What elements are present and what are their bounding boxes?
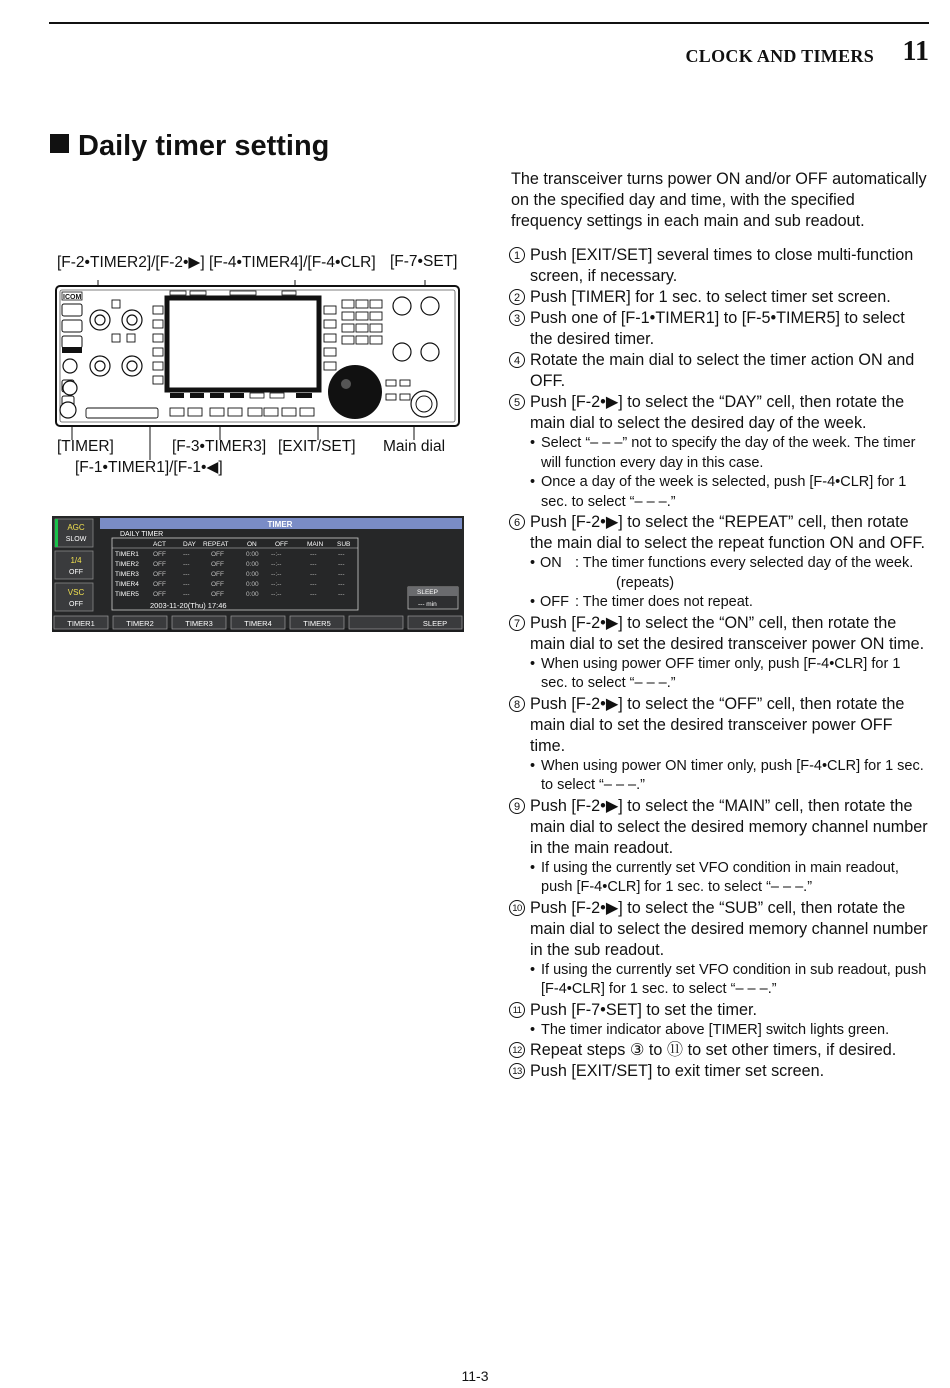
step-12 [509, 1040, 929, 1061]
svg-text:OFF: OFF [211, 561, 224, 568]
svg-text:--:--: --:-- [271, 551, 282, 558]
step-number: 7 [509, 615, 525, 631]
step-number: 13 [509, 1063, 525, 1079]
svg-text:0:00: 0:00 [246, 551, 259, 558]
svg-text:---: --- [338, 571, 345, 578]
label-main-dial: Main dial [383, 438, 446, 455]
step-11 [509, 1000, 929, 1021]
note: • Select “– – –” not to specify the day of the week. The timer will function every day in this case. [530, 435, 916, 471]
svg-text:--:--: --:-- [271, 571, 282, 578]
step-9 [509, 796, 929, 859]
note: • If using the currently set VFO condition in main readout, push [F-4•CLR] for 1 sec. to select “– – –.” [530, 859, 899, 895]
col-repeat: REPEAT [203, 541, 229, 548]
svg-text:---: --- [183, 551, 190, 558]
sleep-value: --- min [418, 601, 437, 608]
svg-text:---: --- [338, 591, 345, 598]
side-btn-quarter-value: OFF [69, 569, 83, 576]
step-text: Push [EXIT/SET] to exit timer set screen. [530, 1062, 825, 1080]
fkey-timer4: TIMER4 [244, 619, 272, 628]
svg-text:OFF: OFF [153, 571, 166, 578]
svg-text:TIMER2: TIMER2 [115, 561, 139, 568]
step-3 [509, 308, 929, 350]
svg-text:OFF: OFF [153, 561, 166, 568]
fkey-timer2: TIMER2 [126, 619, 154, 628]
header-rule [49, 22, 929, 24]
chapter-number: 11 [902, 36, 929, 67]
svg-text:OFF: OFF [211, 591, 224, 598]
step-text: Push [F-2•▶] to select the “OFF” cell, then rotate the main dial to set the desired transceiver power OFF time. [530, 694, 905, 755]
timer-screen [52, 516, 464, 632]
col-act: ACT [153, 541, 166, 548]
label-f7-set: [F-7•SET] [390, 253, 458, 270]
step-text: Repeat steps ③ to ⑪ to set other timers, if desired. [530, 1041, 897, 1059]
note: • The timer indicator above [TIMER] switch lights green. [530, 1021, 890, 1038]
radio-brand-logo: ICOM [63, 294, 82, 301]
steps-list [509, 245, 929, 1082]
col-main: MAIN [307, 541, 324, 548]
definition-off: • OFF : The timer does not repeat. [530, 594, 753, 610]
svg-text:---: --- [338, 581, 345, 588]
svg-text:---: --- [310, 581, 317, 588]
step-number: 10 [509, 900, 525, 916]
step-number: 1 [509, 247, 525, 263]
note: • Once a day of the week is selected, push [F-4•CLR] for 1 sec. to select “– – –.” [530, 474, 907, 510]
svg-text:TIMER1: TIMER1 [115, 551, 139, 558]
step-number: 8 [509, 696, 525, 712]
svg-text:---: --- [310, 571, 317, 578]
fkey-timer1: TIMER1 [67, 619, 95, 628]
svg-text:--:--: --:-- [271, 581, 282, 588]
svg-text:OFF: OFF [211, 571, 224, 578]
step-6 [509, 512, 929, 554]
note: • If using the currently set VFO condition in sub readout, push [F-4•CLR] for 1 sec. to select “– – –.” [530, 961, 927, 997]
side-btn-vsc-value: OFF [69, 601, 83, 608]
svg-text:TIMER3: TIMER3 [115, 571, 139, 578]
side-btn-vsc: VSC [67, 588, 85, 597]
fkey-timer3: TIMER3 [185, 619, 213, 628]
step-number: 5 [509, 394, 525, 410]
svg-text:--:--: --:-- [271, 591, 282, 598]
svg-text:0:00: 0:00 [246, 581, 259, 588]
step-number: 9 [509, 798, 525, 814]
step-number: 3 [509, 310, 525, 326]
label-exit-set: [EXIT/SET] [278, 438, 356, 455]
col-off: OFF [275, 541, 288, 548]
svg-text:---: --- [338, 561, 345, 568]
step-10 [509, 898, 929, 961]
svg-text:---: --- [183, 581, 190, 588]
transceiver-front-panel [50, 280, 465, 460]
side-btn-agc-value: SLOW [65, 536, 87, 543]
step-8 [509, 694, 929, 757]
screen-date-time: 2003-11-20(Thu) 17:46 [150, 601, 227, 610]
svg-text:0:00: 0:00 [246, 591, 259, 598]
step-text: Rotate the main dial to select the timer action ON and OFF. [530, 351, 915, 390]
svg-text:---: --- [310, 591, 317, 598]
step-number: 6 [509, 514, 525, 530]
page-number: 11-3 [461, 1368, 489, 1384]
svg-text:---: --- [310, 551, 317, 558]
svg-text:---: --- [338, 551, 345, 558]
step-text: Push [F-2•▶] to select the “REPEAT” cell, then rotate the main dial to select the repeat function ON and OFF. [530, 513, 926, 552]
col-sub: SUB [337, 541, 351, 548]
screen-title: TIMER [267, 520, 293, 529]
label-f2-f4: [F-2•TIMER2]/[F-2•▶] [F-4•TIMER4]/[F-4•CLR] [57, 254, 376, 271]
step-number: 11 [509, 1002, 525, 1018]
label-f1-timer1: [F-1•TIMER1]/[F-1•◀] [75, 459, 223, 476]
note: • When using power OFF timer only, push [F-4•CLR] for 1 sec. to select “– – –.” [530, 655, 901, 691]
step-text: Push [TIMER] for 1 sec. to select timer set screen. [530, 288, 891, 306]
svg-text:OFF: OFF [153, 551, 166, 558]
svg-text:OFF: OFF [211, 581, 224, 588]
label-timer: [TIMER] [57, 438, 114, 455]
square-bullet-icon [50, 134, 69, 153]
svg-text:OFF: OFF [153, 581, 166, 588]
step-number: 2 [509, 289, 525, 305]
definition-on: • ON : The timer functions every selected day of the week. (repeats) [530, 555, 914, 591]
section-heading [50, 130, 329, 163]
svg-text:0:00: 0:00 [246, 571, 259, 578]
svg-text:---: --- [183, 571, 190, 578]
side-btn-agc: AGC [67, 523, 85, 532]
step-text: Push one of [F-1•TIMER1] to [F-5•TIMER5] to select the desired timer. [530, 309, 905, 348]
sleep-label: SLEEP [417, 589, 438, 596]
step-1 [509, 245, 929, 287]
svg-text:--:--: --:-- [271, 561, 282, 568]
svg-text:OFF: OFF [153, 591, 166, 598]
step-text: Push [F-2•▶] to select the “MAIN” cell, then rotate the main dial to select the desired memory channel number in the main readout. [530, 796, 928, 857]
step-4 [509, 350, 929, 392]
fkey-timer5: TIMER5 [303, 619, 331, 628]
label-f3-timer3: [F-3•TIMER3] [172, 438, 267, 455]
step-text: Push [EXIT/SET] several times to close multi-function screen, if necessary. [530, 246, 914, 285]
note: • When using power ON timer only, push [F-4•CLR] for 1 sec. to select “– – –.” [530, 757, 924, 793]
table-title: DAILY TIMER [120, 531, 164, 538]
section-title-text: Daily timer setting [78, 130, 330, 162]
svg-text:TIMER5: TIMER5 [115, 591, 139, 598]
svg-text:OFF: OFF [211, 551, 224, 558]
step-text: Push [F-2•▶] to select the “SUB” cell, then rotate the main dial to select the desired memory channel number in the sub readout. [530, 898, 928, 959]
step-number: 4 [509, 352, 525, 368]
svg-text:---: --- [310, 561, 317, 568]
svg-text:---: --- [183, 591, 190, 598]
col-day: DAY [183, 541, 196, 548]
step-text: Push [F-2•▶] to select the “ON” cell, then rotate the main dial to set the desired transceiver power ON time. [530, 613, 925, 653]
step-text: Push [F-7•SET] to set the timer. [530, 1000, 757, 1019]
step-number: 12 [509, 1042, 525, 1058]
step-7 [509, 613, 929, 655]
intro-paragraph: The transceiver turns power ON and/or OFF automatically on the specified day and time, with the specified frequency settings in each main and sub readout. [511, 170, 927, 230]
svg-text:0:00: 0:00 [246, 561, 259, 568]
step-5 [509, 392, 929, 434]
step-2 [509, 287, 929, 308]
col-on: ON [247, 541, 257, 548]
step-13 [509, 1061, 929, 1082]
step-text: Push [F-2•▶] to select the “DAY” cell, then rotate the main dial to select the desired day of the week. [530, 393, 905, 432]
chapter-title: CLOCK AND TIMERS [685, 46, 874, 66]
svg-text:---: --- [183, 561, 190, 568]
side-btn-quarter: 1/4 [70, 556, 82, 565]
svg-text:TIMER4: TIMER4 [115, 581, 139, 588]
fkey-sleep: SLEEP [422, 619, 448, 628]
